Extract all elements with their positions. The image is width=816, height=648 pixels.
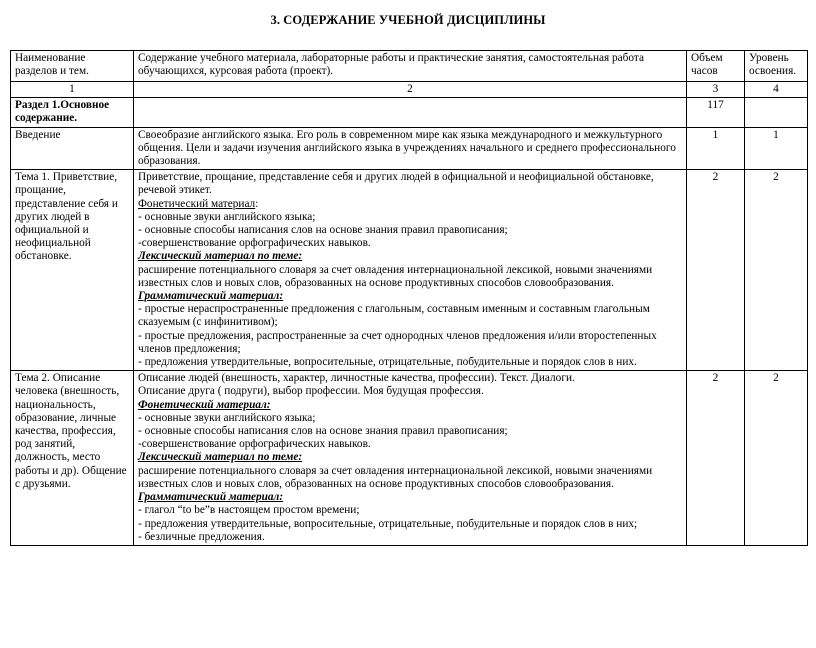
- intro-title: Введение: [11, 127, 134, 170]
- column-number: 1: [11, 82, 134, 98]
- topic1-level: 2: [745, 170, 808, 371]
- section-hours: 117: [687, 98, 745, 127]
- column-number: 2: [134, 82, 687, 98]
- topic2-intro-line: Описание друга ( подруги), выбор профессии. Моя будущая профессия.: [138, 385, 484, 398]
- topic2-gram-item: - безличные предложения.: [138, 530, 265, 543]
- topic1-lex-heading: Лексический материал по теме:: [138, 250, 303, 263]
- topic1-phon-item: -совершенствование орфографических навыков.: [138, 237, 371, 250]
- topic1-gram-heading: Грамматический материал:: [138, 290, 284, 303]
- topic1-title: Тема 1. Приветствие, прощание, представление себя и других людей в официальной и неофициальной обстановке.: [11, 170, 134, 371]
- intro-row: [11, 127, 808, 170]
- topic1-row: [11, 170, 808, 371]
- topic2-row: [11, 371, 808, 546]
- section-level: [745, 98, 808, 127]
- column-number-row: [11, 82, 808, 98]
- topic1-phon-heading: Фонетический материал: [138, 197, 256, 210]
- topic2-hours: 2: [687, 371, 745, 546]
- topic2-phon-heading: Фонетический материал:: [138, 398, 271, 411]
- topic1-phon-heading-line: [138, 198, 682, 211]
- topic2-phon-item: - основные способы написания слов на основе знания правил правописания;: [138, 425, 508, 438]
- column-number: 4: [745, 82, 808, 98]
- topic1-content: [134, 170, 687, 371]
- topic2-gram-item: - глагол “to be”в настоящем простом времени;: [138, 504, 360, 517]
- topic2-phon-item: -совершенствование орфографических навыков.: [138, 438, 371, 451]
- topic2-level: 2: [745, 371, 808, 546]
- topic1-lex-text: расширение потенциального словаря за счет овладения интернациональной лексикой, новыми значениями известных слов и новых слов, образованных на основе продуктивных способов словообразования.: [138, 263, 653, 289]
- topic2-content: [134, 371, 687, 546]
- topic2-lex-text: расширение потенциального словаря за счет овладения интернациональной лексикой, новыми значениями известных слов и новых слов, образованных на основе продуктивных способов словообразования.: [138, 464, 653, 490]
- page-heading: 3. СОДЕРЖАНИЕ УЧЕБНОЙ ДИСЦИПЛИНЫ: [270, 13, 546, 27]
- topic2-intro-line: Описание людей (внешность, характер, личностные качества, профессии). Текст. Диалоги.: [138, 372, 575, 385]
- column-number: 3: [687, 82, 745, 98]
- topic1-phon-colon: :: [255, 197, 259, 210]
- header-sections: Наименование разделов и тем.: [11, 51, 134, 82]
- header-content: Содержание учебного материала, лабораторные работы и практические занятия, самостоятельная работа обучающихся, курсовая работа (проект).: [134, 51, 687, 82]
- topic2-gram-item: - предложения утвердительные, вопросительные, отрицательные, побудительные и порядок слов в них;: [138, 517, 638, 530]
- topic1-gram-item: - предложения утвердительные, вопросительные, отрицательные, побудительные и порядок слов в них.: [138, 356, 637, 369]
- section-content: [134, 98, 687, 127]
- topic2-lex-heading: Лексический материал по теме:: [138, 451, 303, 464]
- topic2-title: Тема 2. Описание человека (внешность, национальность, образование, личные качества, профессия, род занятий, должность, место работы и др). Общение с друзьями.: [11, 371, 134, 546]
- topic1-intro: Приветствие, прощание, представление себя и других людей в официальной и неофициальной обстановке, речевой этикет.: [138, 171, 654, 197]
- curriculum-table: [10, 50, 808, 546]
- topic1-gram-item: - простые нераспространенные предложения с глагольным, составным именным и составным глагольным сказуемым (с инфинитивом);: [138, 303, 650, 329]
- section-row: [11, 98, 808, 127]
- table-header-row: [11, 51, 808, 82]
- topic1-gram-item: - простые предложения, распространенные за счет однородных членов предложения и/или второстепенных членов предложения;: [138, 329, 657, 355]
- intro-level: 1: [745, 127, 808, 170]
- section-title: Раздел 1.Основное содержание.: [11, 98, 134, 127]
- topic2-phon-item: - основные звуки английского языка;: [138, 411, 316, 424]
- topic1-phon-item: - основные способы написания слов на основе знания правил правописания;: [138, 224, 508, 237]
- header-hours: Объем часов: [687, 51, 745, 82]
- header-level: Уровень освоения.: [745, 51, 808, 82]
- topic1-phon-item: - основные звуки английского языка;: [138, 210, 316, 223]
- intro-hours: 1: [687, 127, 745, 170]
- topic2-gram-heading: Грамматический материал:: [138, 491, 284, 504]
- intro-text: Своеобразие английского языка. Его роль в современном мире как языка международного и межкультурного общения. Цели и задачи изучения английского языка в учреждениях начального и среднего профессионального образования.: [134, 127, 687, 170]
- topic1-hours: 2: [687, 170, 745, 371]
